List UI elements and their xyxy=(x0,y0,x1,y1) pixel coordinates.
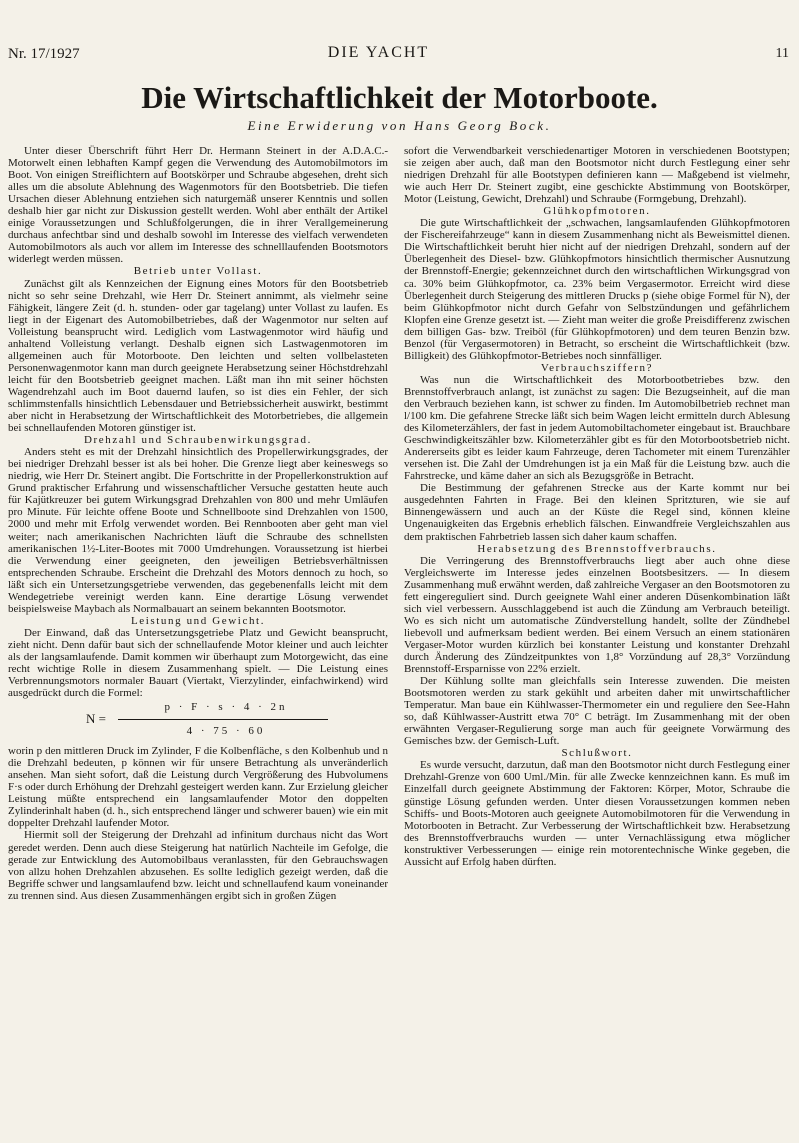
paragraph: Was nun die Wirtschaftlichkeit des Motorbootbetriebes bzw. den Brennstoffverbrauch anlangt, ist zunächst zu sagen: Die Bezugseinheit, auf die man den Verbrauch beziehen kann, ist schwer zu finden. Im Automobilbetrieb rechnet man l/100 km. Die gefahrene Strecke läßt sich beim Wagen leicht ermitteln durch Ablesung des Kilometerzählers, der fast in jedem Automobiltachometer eingebaut ist. Brauchbare Geschwindigkeitszähler bzw. Kilometerzähler gibt es für den Motorbootsbetrieb nicht. Andererseits gibt es leider kaum Fahrzeuge, deren Tachometer mit einem Turenzähler versehen ist. Die Zahl der Umdrehungen ist ja ein Maß für die Leistung bzw. auch die Fahrstrecke, und käme daher an sich als Bezugsgröße in Betracht. xyxy=(404,373,790,483)
paragraph: Der Kühlung sollte man gleichfalls sein Interesse zuwenden. Die meisten Bootsmotoren werden zu stark gekühlt und arbeiten daher mit unwirtschaftlicher Temperatur. Man baue ein Kühlwasser-Thermometer ein und reguliere den See-Hahn so, daß Kühlwasser-Austritt etwa 70° C beträgt. Im Zusammenhang mit der oben erwähnten Vergaser-Regulierung sorge man auch für geeignete Vorwärmung des Gemisches bzw. der Gemisch-Luft. xyxy=(404,675,790,748)
issue-number: Nr. 17/1927 xyxy=(8,46,80,62)
paragraph: Anders steht es mit der Drehzahl hinsichtlich des Propellerwirkungsgrades, der bei niedriger Drehzahl besser ist als bei hoher. Die Grenze liegt aber keineswegs so niedrig, wie Herr Dr. Steinert angibt. Die Fortschritte in der Propellerkonstruktion auf Grund praktischer Erfahrung und wissenschaftlicher Versuche gestatten heute auch für Kajütkreuzer bei gutem Wirkungsgrad Drehzahlen von 800 und mehr Umläufen pro Minute. Für leichte offene Boote und Schnellboote sind Drehzahlen von 1500, 2000 und mehr mit Erfolg verwendet worden. Bei Rennbooten aber geht man viel weiter; nach amerikanischen Nachrichten läuft die Schraube des schnellsten amerikanischen 1½-Liter-Bootes mit 7000 Umdrehungen. Voraussetzung ist hierbei die Verwendung einer geeigneten, den jeweiligen Betriebsverhältnissen entsprechenden Schraube. Erscheint die Drehzahl des Motors dennoch zu hoch, so läßt sich ein Untersetzungsgetriebe verwenden, das gegebenenfalls leicht mit dem Wendegetriebe vereinigt werden kann. Eine derartige Lösung verwendet beispielsweise Maybach als Normalbauart an seinem bekannten Bootsmotor. xyxy=(8,446,388,615)
article-title: Die Wirtschaftlichkeit der Motorboote. xyxy=(141,80,658,115)
section-heading: Betrieb unter Vollast. xyxy=(133,265,263,278)
paragraph: Zunächst gilt als Kennzeichen der Eignung eines Motors für den Bootsbetrieb nicht so sehr seine Drehzahl, wie Herr Dr. Steinert annimmt, als vielmehr seine Fähigkeit, längere Zeit (d. h. stunden- oder gar tagelang) unter Vollast zu laufen. Es liegt in der Eigenart des Automobilbetriebes, daß der Wagenmotor nur selten auf Volleistung beansprucht wird. Lediglich vom Lastwagenmotor wird häufig und anhaltend Volleistung verlangt. Deshalb eignen sich Lastwagenmotoren im allgemeinen auch für Motorboote. Den leichten und selten vollbelasteten Personenwagenmotor kann man durch geeignete Herabsetzung seiner Höchstdrehzahl leicht für den Bootsbetrieb geeignet machen. Läßt man ihn mit seiner höchsten Wagendrehzahl auch im Boot dauernd laufen, so ist dies ein Fehler, der sich schlimmstenfalls hinsichtlich Lebensdauer und Betriebssicherheit auswirkt, bestimmt aber nicht in Herabsetzung der Wirtschaftlichkeit des Motorbetriebes, die allgemein bei schnellaufenden Motoren günstiger ist. xyxy=(8,277,388,435)
magazine-title: DIE YACHT xyxy=(327,44,430,61)
section-heading: Schlußwort. xyxy=(561,747,633,760)
paragraph: Es wurde versucht, darzutun, daß man den Bootsmotor nicht durch Festlegung einer Drehzahl-Grenze von 600 Uml./Min. für alle Zwecke kennzeichnen kann. Es muß im Einzelfall durch geeignete Abstimmung der Faktoren: Körper, Motor, Schraube die günstige Lösung gefunden werden. Unter diesen Voraussetzungen kommen neben Schiffs- und Boots-Motoren auch geeignete Automobilmotoren für die Verwendung in Motorbooten in Betracht. Zur Verbesserung der Wirtschaftlichkeit bzw. Herabsetzung des Brennstoffverbrauchs wurden — unter Vernachlässigung etwa möglicher konstruktiver Verbesserungen — einige rein motorentechnische Winke gegeben, die Aussicht auf Erfolg haben dürften. xyxy=(404,759,790,868)
article-subtitle: Eine Erwiderung von Hans Georg Bock. xyxy=(247,118,552,133)
fraction-bar xyxy=(118,719,328,720)
section-heading: Herabsetzung des Brennstoffverbrauchs. xyxy=(477,542,717,555)
paragraph: sofort die Verwendbarkeit verschiedenartiger Motoren in verschiedenen Bootstypen; sie zeigen aber auch, daß man den Bootsmotor nicht durch Festlegung einer sehr niedrigen Drehzahl für alle Bootstypen definieren kann — Maßgebend ist vielmehr, wie auch Herr Dr. Steinert zugibt, eine geschickte Abstimmung von Bootskörper, Motor (Leistung, Gewicht, Drehzahl) und Schraube (Formgebung, Drehzahl). xyxy=(404,145,790,206)
formula-numerator: p · F · s · 4 · 2n xyxy=(164,701,288,714)
page-header xyxy=(8,44,789,66)
paragraph: Unter dieser Überschrift führt Herr Dr. Hermann Steinert in der A.D.A.C.-Motorwelt einen lebhaften Kampf gegen die Verwendung des Automobilmotors im Boot. Von einigen Streiflichtern auf Bootskörper und Schraube abgesehen, dreht sich alles um die absolute Ablehnung des Wagenmotors für den Bootsbetrieb. Die tiefen Ursachen dieser Ablehnung entziehen sich naturgemäß unserer Kenntnis und sollen deshalb hier gar nicht zur Diskussion gestellt werden. Wohl aber enthält der Artikel einige Voraussetzungen und Schlußfolgerungen, die in ihrer Verallgemeinerung durchaus anfechtbar sind und deshalb sowohl im Interesse des vielfach verwendeten Automobilmotors als auch vor allem im Interesse des schnelllaufenden Bootsmotors widerlegt werden müssen. xyxy=(8,145,388,266)
section-heading: Leistung und Gewicht. xyxy=(130,614,266,627)
power-formula xyxy=(8,699,388,745)
formula-lhs: N = xyxy=(86,711,106,727)
formula-denominator: 4 · 75 · 60 xyxy=(186,725,266,738)
page-number: 11 xyxy=(775,46,789,61)
paragraph: Der Einwand, daß das Untersetzungsgetriebe Platz und Gewicht beansprucht, zieht nicht. Denn dafür baut sich der schnellaufende Motor kleiner und auch leichter als der langsamlaufende. Damit kommen wir überhaupt zum Motorgewicht, das eine recht wichtige Rolle in diesem Zusammenhang spielt. — Die Leistung eines Verbrennungsmotors normaler Bauart (Viertakt, Vierzylinder, einfachwirkend) wird ausgedrückt durch die Formel: xyxy=(8,626,388,700)
section-heading: Drehzahl und Schraubenwirkungsgrad. xyxy=(84,434,312,447)
paragraph: Die Verringerung des Brennstoffverbrauchs liegt aber auch ohne diese Vergleichswerte im Interesse jedes einzelnen Bootsbesitzers. — In diesem Zusammenhang muß erwähnt werden, daß zahlreiche Vergaser an den Bootsmotoren zu fett eingereguliert sind. Durch geeignete Wahl einer anderen Düsenkombination läßt sich viel verbessern. Ausschlaggebend ist auch die Zündung am Verbrauch beteiligt. Wo es sich nicht um automatische Zündverstellung handelt, sollte der Zündhebel liebevoll und aufmerksam bedient werden. Bei einem Versuch an einem stationären Vergaser-Motor wurden kürzlich bei konstanter Leistung und konstanter Drehzahl durch Änderung des Zündzeitpunktes von 1,8° Vorzündung auf 28,3° Vorzündung Brennstoff-Ersparnisse von 22% erzielt. xyxy=(404,554,790,676)
paragraph: Die Bestimmung der gefahrenen Strecke aus der Karte kommt nur bei ausgedehnten Fahrten in Frage. Bei den kleinen Spritzturen, wie sie auf Binnengewässern und auch an der Küste die Regel sind, können kleine Ungenauigkeiten das Ergebnis erheblich fälschen. Einwandfreie Vergleichszahlen aus dem praktischen Fahrbetrieb lassen sich daher kaum schaffen. xyxy=(404,482,790,543)
paragraph: worin p den mittleren Druck im Zylinder, F die Kolbenfläche, s den Kolbenhub und n die Drehzahl bedeuten, p können wir für unsere Betrachtung als unveränderlich ansehen. Man sieht sofort, daß die Leistung durch Vergrößerung des Hubvolumens F·s oder durch Erhöhung der Drehzahl gesteigert werden kann. Zur Erzielung gleicher Leistung müßte entsprechend ein langsamlaufender Motor den doppelten Zylinderinhalt haben (d. h., sich entsprechend länger und schwerer bauen) wie ein mit doppelter Drehzahl laufender Motor. xyxy=(8,745,388,830)
right-column xyxy=(404,145,790,868)
section-heading: Verbrauchsziffern? xyxy=(540,361,654,374)
paragraph: Die gute Wirtschaftlichkeit der „schwachen, langsamlaufenden Glühkopfmotoren der Fischereifahrzeuge“ kann in diesem Zusammenhang nicht als Beweismittel dienen. Die Wirtschaftlichkeit beruht hier nicht auf der niedrigen Drehzahl, sondern auf der Überlegenheit des Diesel- bzw. Glühkopfmotors hinsichtlich thermischer Ausnutzung der Brennstoff-Energie; gekennzeichnet durch den wirtschaftlichen Wirkungsgrad von ca. 30% beim Glühkopfmotor, ca. 23% beim Vergasermotor. Erreicht wird diese Überlegenheit durch Steigerung des mittleren Drucks p (siehe obige Formel für N), der beim Glühkopfmotor nicht durch Gefahr von Selbstzündungen und gefährlichem Klopfen eine Grenze gesetzt ist. — Zieht man weiter die große Preisdifferenz zwischen dem billigen Gas- bzw. Treiböl (für Glühkopfmotoren) und dem teuren Benzin bzw. Benzol (für Vergasermotoren) in Betracht, so erscheint die Wirtschaftlichkeit (bzw. Billigkeit) des Glühkopfmotor-Betriebes noch sinnfälliger. xyxy=(404,217,790,362)
section-heading: Glühkopfmotoren. xyxy=(543,205,651,218)
paragraph: Hiermit soll der Steigerung der Drehzahl ad infinitum durchaus nicht das Wort geredet werden. Denn auch diese Steigerung hat natürlich Nachteile im Gefolge, die gerade zur Entwicklung des Automobilbaus veranlassten, für den Gebrauchswagen von allzu hohen Drehzahlen abzusehen. Es sollte lediglich gezeigt werden, daß die Begriffe schwer und langsamlaufend bzw. leicht und schnellaufend kaum voneinander zu trennen sind. Aus diesen Zusammenhängen ergibt sich in großen Zügen xyxy=(8,829,388,902)
left-column xyxy=(8,145,388,902)
